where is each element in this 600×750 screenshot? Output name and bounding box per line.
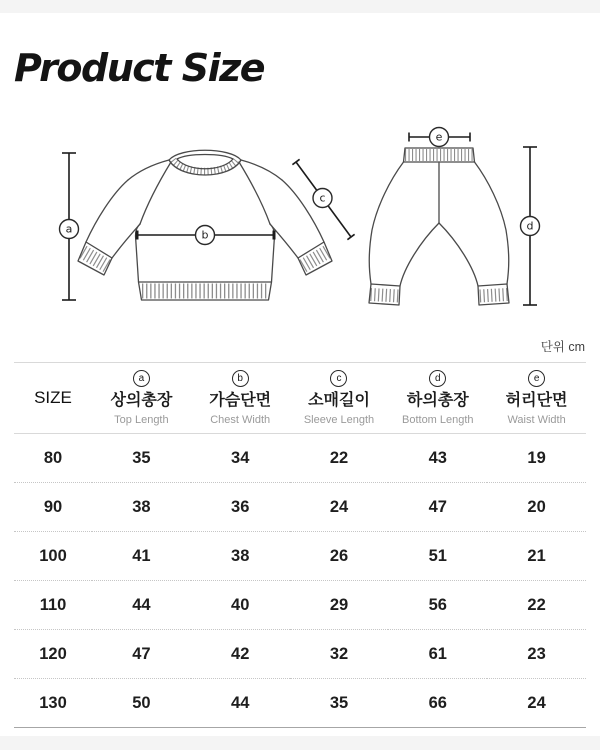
left-ankle-cuff: [369, 284, 400, 305]
pants-drawing: [369, 148, 509, 305]
size-diagram: [0, 118, 600, 330]
value-cell: 44: [191, 679, 290, 728]
collar-inner-top: [177, 155, 233, 160]
value-cell: 44: [92, 581, 191, 630]
value-cell: 19: [527, 448, 546, 467]
left-armhole-seam: [140, 162, 171, 224]
value-cell: 22: [487, 581, 586, 630]
measure-line-a: [60, 153, 79, 300]
column-name-kr: 상의총장: [110, 392, 173, 410]
value-cell: 34: [231, 448, 250, 467]
value-cell: 40: [191, 581, 290, 630]
left-leg-inner: [400, 223, 439, 286]
column-name-kr: 소매길이: [308, 392, 370, 410]
marker-b-label: b: [201, 228, 209, 242]
page-title: Product Size: [14, 46, 264, 90]
size-cell: 90: [14, 483, 92, 532]
marker-d-badge: d: [429, 370, 446, 387]
value-cell: 20: [487, 483, 586, 532]
value-cell: 38: [92, 483, 191, 532]
value-cell: 22: [329, 448, 349, 467]
measure-line-b: [137, 226, 274, 245]
column-header-top-length: [92, 363, 191, 434]
column-name-en: Sleeve Length: [303, 413, 375, 426]
collar-ribbing: [173, 160, 237, 171]
column-name-en: Waist Width: [507, 413, 566, 426]
value-cell: 51: [388, 532, 487, 581]
column-name-kr: 하의총장: [406, 392, 469, 410]
right-leg-inner: [439, 223, 478, 286]
marker-a-badge: a: [133, 370, 150, 387]
marker-c-label: c: [319, 191, 326, 205]
column-header-chest-width: [191, 363, 290, 434]
column-name-en: Chest Width: [210, 413, 271, 426]
measure-line-d: [521, 147, 540, 305]
value-cell: 32: [290, 630, 389, 679]
table-row: [14, 483, 586, 532]
column-name-en: Top Length: [114, 413, 169, 426]
right-ankle-cuff: [478, 284, 509, 305]
measure-line-e: [409, 128, 470, 147]
value-cell: 35: [290, 679, 389, 728]
bottom-page-band: [0, 736, 600, 750]
marker-c-badge: c: [330, 370, 347, 387]
size-column-header: SIZE: [14, 363, 92, 434]
right-armhole-seam: [239, 162, 270, 224]
table-header-row: [14, 363, 586, 434]
table-row: [14, 434, 586, 483]
value-cell: 56: [388, 581, 487, 630]
value-cell: 23: [487, 630, 586, 679]
value-cell: 47: [92, 630, 191, 679]
size-cell: 130: [14, 679, 92, 728]
left-sleeve-outer: [86, 180, 128, 242]
size-cell: 110: [14, 581, 92, 630]
left-ankle-ribbing: [371, 295, 400, 297]
table-row: [14, 581, 586, 630]
value-cell: 66: [388, 679, 487, 728]
marker-d-label: d: [526, 219, 534, 233]
size-table: [14, 362, 586, 728]
value-cell: 43: [428, 448, 447, 467]
marker-a-label: a: [65, 222, 73, 236]
measure-line-c: [292, 159, 354, 239]
table-row: [14, 532, 586, 581]
column-name-kr: 가슴단면: [209, 392, 272, 410]
marker-e-badge: e: [528, 370, 545, 387]
value-cell: 35: [132, 448, 151, 467]
value-cell: 41: [92, 532, 191, 581]
table-row: [14, 630, 586, 679]
marker-b-badge: b: [232, 370, 249, 387]
column-header-bottom-length: [388, 363, 487, 434]
column-name-en: Bottom Length: [402, 413, 474, 426]
column-name-kr: 허리단면: [505, 392, 568, 410]
left-leg-outer: [369, 162, 403, 284]
size-cell: 100: [14, 532, 92, 581]
table-row: [14, 679, 586, 728]
right-ankle-ribbing: [479, 295, 508, 297]
value-cell: 24: [487, 679, 586, 728]
top-page-band: [0, 0, 600, 13]
value-cell: 21: [487, 532, 586, 581]
column-header-sleeve-length: [290, 363, 389, 434]
value-cell: 29: [290, 581, 389, 630]
value-cell: 47: [388, 483, 487, 532]
column-header-waist-width: [487, 363, 586, 434]
value-cell: 36: [191, 483, 290, 532]
value-cell: 50: [92, 679, 191, 728]
unit-label: 단위 cm: [540, 340, 585, 354]
value-cell: 61: [388, 630, 487, 679]
marker-e-label: e: [435, 130, 443, 144]
value-cell: 26: [290, 532, 389, 581]
size-cell: 120: [14, 630, 92, 679]
value-cell: 24: [290, 483, 389, 532]
value-cell: 38: [191, 532, 290, 581]
value-cell: 42: [191, 630, 290, 679]
waistband: [404, 148, 475, 162]
right-leg-outer: [475, 162, 509, 284]
size-cell: 80: [43, 448, 63, 467]
